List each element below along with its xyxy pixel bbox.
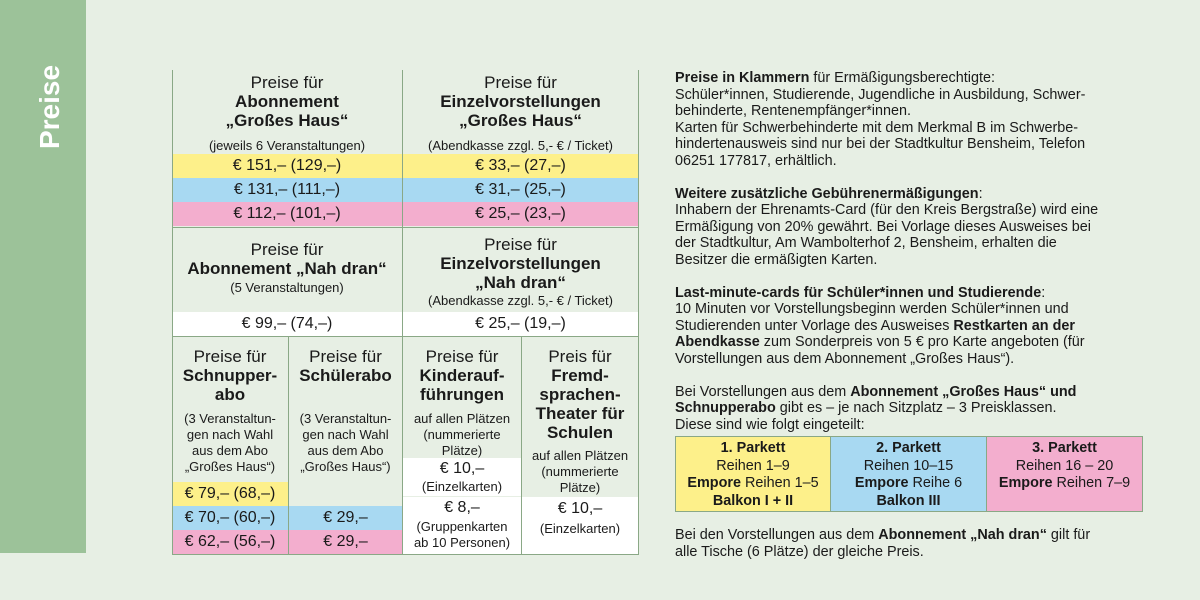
footer-span: Bei den Vorstellungen aus dem	[675, 527, 879, 543]
info-bold: Weitere zusätzliche Gebührenermäßigungen	[675, 185, 979, 202]
header-line-bold: abo	[214, 385, 246, 404]
empore-label: Empore	[998, 475, 1053, 491]
info-bold: Abonnement „Großes Haus“ und	[850, 383, 1077, 400]
info-span: Vorstellungen aus dem Abonnement „Großes Haus“).	[675, 350, 1015, 367]
info-span: Inhabern der Ehrenamts-Card (für den Kreis Bergstraße) wird eine	[675, 202, 1099, 218]
footer-span: gilt für	[1046, 527, 1091, 543]
parkett-2-box	[830, 436, 987, 512]
header-line: Preise für	[484, 73, 557, 92]
price-value: € 8,–	[444, 499, 480, 516]
info-span: Karten für Schwerbehinderte mit dem Merkmal B im Schwerbe-	[675, 119, 1079, 136]
grid-line	[172, 336, 639, 337]
parkett-rows: Reihen 10–15	[863, 457, 954, 474]
info-bold: Schnupperabo	[675, 400, 776, 416]
empore-label: Empore	[854, 475, 909, 491]
info-span: Schüler*innen, Studierende, Jugendliche in Ausbildung, Schwer-	[675, 86, 1086, 103]
price-cell: € 112,– (101,–)	[172, 202, 402, 226]
info-bold: Restkarten an der	[953, 317, 1075, 334]
header-note: Plätze)	[441, 443, 483, 458]
header-line-bold: Fremd-	[551, 366, 609, 385]
abo-gross-header	[172, 70, 402, 154]
header-note: (Abendkasse zzgl. 5,- € / Ticket)	[428, 293, 613, 308]
parkett-rows: Reihen 16 – 20	[1015, 457, 1114, 474]
header-note: gen nach Wahl	[186, 427, 274, 442]
grid-line	[402, 70, 403, 554]
header-note: Plätze)	[559, 480, 601, 495]
price-cell: € 25,– (19,–)	[403, 312, 638, 336]
info-span: :	[1041, 284, 1046, 301]
fremd-header	[522, 346, 638, 496]
grid-line	[521, 336, 522, 554]
header-line-bold: Einzelvorstellungen	[440, 254, 601, 273]
header-line-bold: Abonnement	[235, 92, 339, 111]
price-cell: € 62,– (56,–)	[172, 530, 288, 554]
balkon-label: Balkon III	[876, 492, 941, 509]
header-line-bold: „Großes Haus“	[225, 111, 349, 130]
price-note: (Einzelkarten)	[539, 521, 621, 536]
header-line-bold: Abonnement „Nah dran“	[187, 259, 387, 278]
header-note: (nummerierte	[541, 464, 619, 479]
header-line: Preise für	[250, 240, 324, 259]
info-span: Diese sind wie folgt eingeteilt:	[675, 416, 865, 433]
info-paragraph-classes	[675, 384, 1150, 434]
kinder-price-einzel	[403, 458, 521, 496]
header-note: (3 Veranstaltun-	[299, 411, 392, 426]
info-span: zum Sonderpreis von 5 € pro Karte angeboten (für	[759, 334, 1085, 350]
info-text	[675, 70, 1150, 450]
footer-text	[675, 527, 1150, 560]
price-cell: € 33,– (27,–)	[403, 154, 638, 178]
info-bold: Abendkasse	[675, 334, 760, 350]
info-span: der Stadtkultur, Am Wambolterhof 2, Bensheim, erhalten die	[675, 235, 1057, 251]
info-span: Bei Vorstellungen aus dem	[675, 383, 851, 400]
header-line-bold: Kinderauf-	[419, 366, 505, 385]
header-note: (5 Veranstaltungen)	[230, 280, 344, 295]
schueler-header	[289, 346, 402, 506]
header-note: auf allen Plätzen	[413, 411, 511, 426]
info-span: für Ermäßigungsberechtigte:	[809, 70, 995, 86]
price-cell: € 99,– (74,–)	[172, 312, 402, 336]
header-line-bold: sprachen-	[539, 385, 621, 404]
price-cell: € 79,– (68,–)	[172, 482, 288, 506]
fremd-price	[522, 497, 638, 554]
price-note: (Gruppenkarten	[416, 519, 508, 534]
info-bold: Preise in Klammern	[675, 70, 810, 86]
header-line: Preis für	[548, 347, 612, 366]
price-note: (Einzelkarten)	[421, 479, 503, 494]
grid-line	[172, 227, 639, 228]
header-line-bold: Schnupper-	[182, 366, 278, 385]
balkon-label: Balkon I + II	[712, 492, 794, 509]
parkett-title: 2. Parkett	[876, 440, 941, 456]
header-line: Preise für	[193, 347, 267, 366]
header-note: aus dem Abo	[192, 443, 268, 458]
price-note: ab 10 Personen)	[413, 535, 511, 550]
header-note: aus dem Abo	[307, 443, 384, 458]
empore-rows: Reihe 6	[908, 475, 963, 491]
schnupper-header	[172, 346, 288, 482]
header-note: (nummerierte	[423, 427, 501, 442]
parkett-title: 3. Parkett	[1032, 440, 1097, 456]
empore-rows: Reihen 7–9	[1052, 475, 1131, 491]
price-value: € 10,–	[557, 500, 603, 517]
parkett-rows: Reihen 1–9	[716, 457, 790, 474]
header-line-bold: führungen	[419, 385, 505, 404]
price-cell: € 31,– (25,–)	[403, 178, 638, 202]
info-span: behinderte, Rentenempfänger*innen.	[675, 103, 912, 119]
grid-line	[172, 70, 173, 554]
header-line-bold: Einzelvorstellungen	[440, 92, 601, 111]
footer-bold: Abonnement „Nah dran“	[878, 527, 1047, 543]
info-span: Ermäßigung von 20% gewährt. Bei Vorlage dieses Ausweises bei	[675, 218, 1091, 235]
header-note: „Großes Haus“)	[300, 459, 391, 474]
header-line: Preise für	[425, 347, 499, 366]
info-span: Besitzer die ermäßigten Karten.	[675, 251, 878, 268]
price-cell: € 151,– (129,–)	[172, 154, 402, 178]
header-line: Preise für	[309, 347, 382, 366]
info-span: 10 Minuten vor Vorstellungsbeginn werden Schüler*innen und	[675, 301, 1069, 317]
header-note: (jeweils 6 Veranstaltungen)	[208, 138, 366, 153]
header-note: auf allen Plätzen	[531, 448, 629, 463]
header-note: (3 Veranstaltun-	[184, 411, 276, 426]
header-line-bold: Schulen	[546, 423, 614, 442]
parkett-1-box	[675, 436, 831, 512]
grid-line	[172, 554, 639, 555]
price-cell: € 70,– (60,–)	[172, 506, 288, 530]
sidebar-title: Preise	[34, 64, 65, 150]
parkett-title: 1. Parkett	[720, 440, 786, 456]
info-span: 06251 177817, erhältlich.	[675, 152, 837, 169]
info-span: :	[978, 185, 983, 202]
header-note: gen nach Wahl	[302, 427, 389, 442]
empore-rows: Reihen 1–5	[740, 475, 819, 491]
einzel-gross-header	[403, 70, 638, 154]
header-line-bold: Theater für	[535, 404, 625, 423]
sidebar	[0, 0, 86, 553]
price-value: € 10,–	[439, 460, 485, 477]
parkett-3-box	[986, 436, 1143, 512]
price-cell: € 29,–	[289, 506, 402, 530]
price-cell: € 29,–	[289, 530, 402, 554]
grid-line	[288, 336, 289, 554]
abo-nah-header	[172, 228, 402, 312]
info-paragraph-fees	[675, 186, 1150, 269]
info-bold: Last-minute-cards für Schüler*innen und Studierende	[675, 284, 1042, 301]
kinder-header	[403, 346, 521, 458]
header-note: (Abendkasse zzgl. 5,- € / Ticket)	[428, 138, 613, 153]
info-span: hindertenausweis sind nur bei der Stadtkultur Bensheim, Telefon	[675, 136, 1086, 152]
header-line: Preise für	[250, 73, 324, 92]
info-span: Studierenden unter Vorlage des Ausweises	[675, 317, 954, 334]
info-span: gibt es – je nach Sitzplatz – 3 Preisklassen.	[775, 400, 1057, 416]
header-line-bold: Schülerabo	[299, 366, 392, 385]
footer-span: alle Tische (6 Plätze) der gleiche Preis.	[675, 543, 924, 560]
info-paragraph-lastminute	[675, 285, 1150, 368]
einzel-nah-header	[403, 228, 638, 312]
empore-label: Empore	[687, 475, 741, 491]
price-cell: € 25,– (23,–)	[403, 202, 638, 226]
header-line-bold: „Nah dran“	[475, 273, 566, 292]
price-cell: € 131,– (111,–)	[172, 178, 402, 202]
header-line-bold: „Großes Haus“	[459, 111, 582, 130]
grid-line	[638, 70, 639, 554]
header-line: Preise für	[484, 235, 557, 254]
kinder-price-gruppe	[403, 497, 521, 554]
header-note: „Großes Haus“)	[184, 459, 276, 474]
info-paragraph-reduced	[675, 70, 1150, 169]
